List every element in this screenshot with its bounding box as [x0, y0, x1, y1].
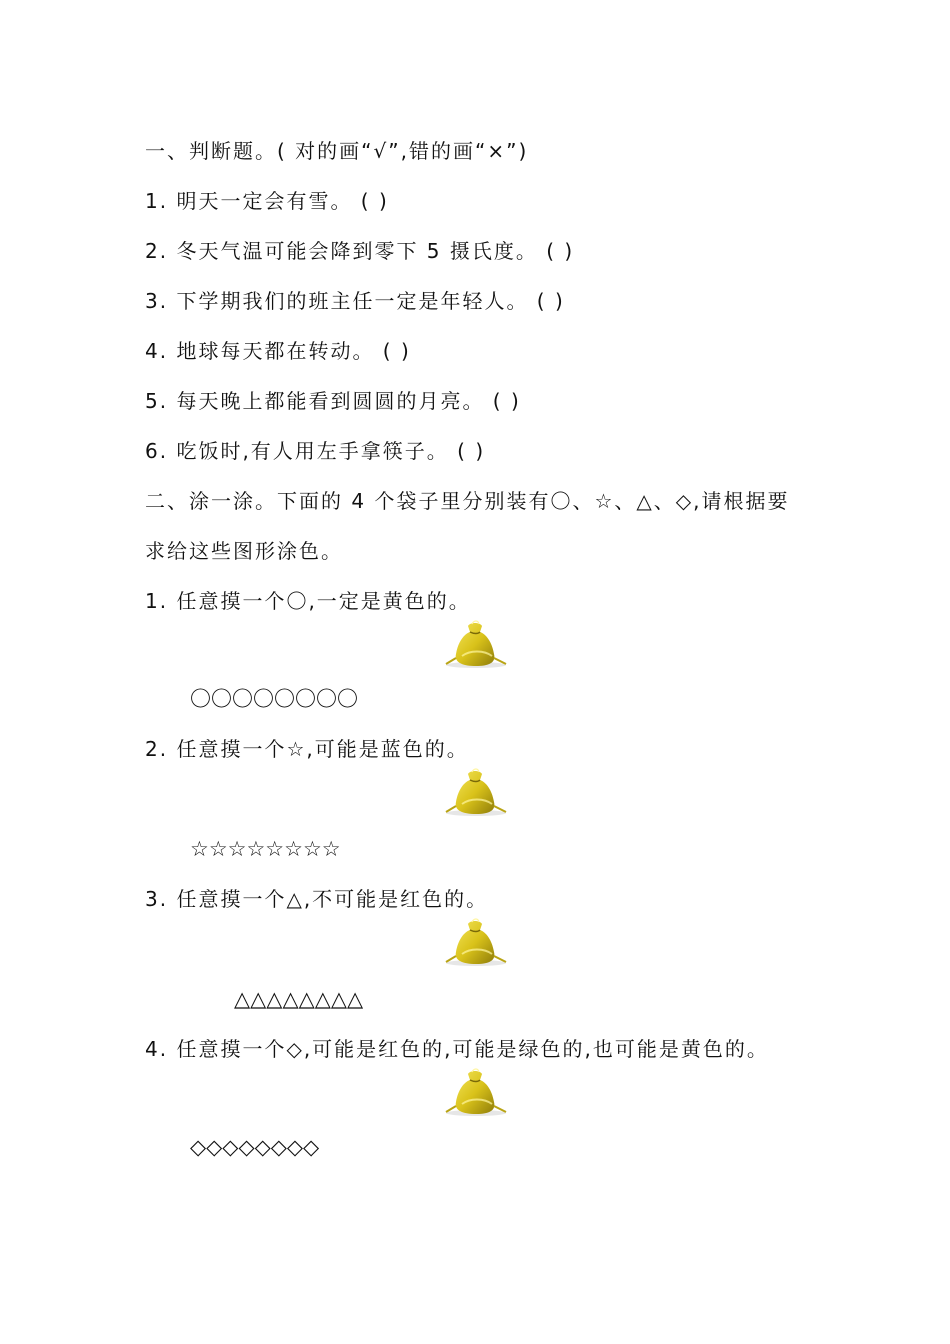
task-3-text: 3. 任意摸一个△,不可能是红色的。 — [145, 887, 489, 911]
judge-item-6: 6. 吃饭时,有人用左手拿筷子。 ( ) — [145, 439, 486, 463]
judge-item-4: 4. 地球每天都在转动。 ( ) — [145, 339, 411, 363]
bag-icon — [440, 1068, 510, 1118]
judge-item-2: 2. 冬天气温可能会降到零下 5 摄氏度。 ( ) — [145, 239, 575, 263]
task-1-text: 1. 任意摸一个〇,一定是黄色的。 — [145, 589, 471, 613]
judge-item-3: 3. 下学期我们的班主任一定是年轻人。 ( ) — [145, 289, 565, 313]
task-4-shapes[interactable]: ◇◇◇◇◇◇◇◇ — [190, 1135, 320, 1159]
judge-item-1: 1. 明天一定会有雪。 ( ) — [145, 189, 389, 213]
task-3-shapes[interactable]: △△△△△△△△ — [234, 987, 364, 1011]
task-1-shapes[interactable]: 〇〇〇〇〇〇〇〇 — [190, 687, 358, 711]
task-2-shapes[interactable]: ☆☆☆☆☆☆☆☆ — [190, 837, 341, 861]
section2-title-line1: 二、涂一涂。下面的 4 个袋子里分别装有〇、☆、△、◇,请根据要 — [145, 489, 790, 513]
judge-item-5: 5. 每天晚上都能看到圆圆的月亮。 ( ) — [145, 389, 521, 413]
bag-icon — [440, 768, 510, 818]
task-4-text: 4. 任意摸一个◇,可能是红色的,可能是绿色的,也可能是黄色的。 — [145, 1037, 769, 1061]
section2-title-line2: 求给这些图形涂色。 — [145, 539, 343, 563]
bag-icon — [440, 620, 510, 670]
task-2-text: 2. 任意摸一个☆,可能是蓝色的。 — [145, 737, 469, 761]
section1-title: 一、判断题。( 对的画“√”,错的画“×”) — [145, 139, 529, 163]
bag-icon — [440, 918, 510, 968]
